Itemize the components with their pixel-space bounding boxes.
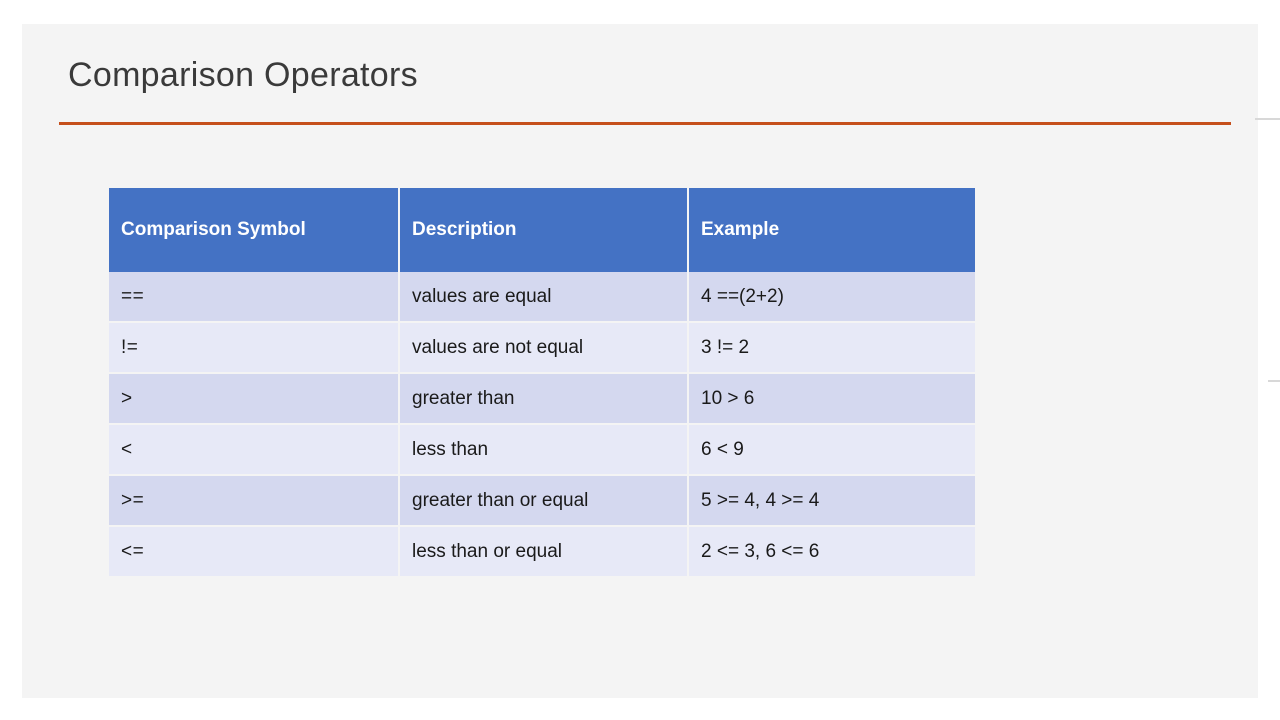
cell-symbol: <= xyxy=(109,526,399,576)
cell-symbol: > xyxy=(109,373,399,424)
right-edge-marker-middle xyxy=(1268,380,1280,382)
comparison-operators-table xyxy=(109,188,975,576)
cell-description: less than or equal xyxy=(399,526,688,576)
cell-symbol: != xyxy=(109,322,399,373)
table-row xyxy=(109,373,975,424)
table-body xyxy=(109,272,975,576)
table-row xyxy=(109,322,975,373)
cell-example: 6 < 9 xyxy=(688,424,975,475)
column-header-example: Example xyxy=(688,188,975,272)
table-header-row xyxy=(109,188,975,272)
table-row xyxy=(109,475,975,526)
comparison-operators-table-container xyxy=(109,188,975,576)
cell-example: 10 > 6 xyxy=(688,373,975,424)
cell-description: less than xyxy=(399,424,688,475)
cell-example: 3 != 2 xyxy=(688,322,975,373)
cell-description: values are not equal xyxy=(399,322,688,373)
title-underline-rule xyxy=(59,122,1231,125)
cell-example: 4 ==(2+2) xyxy=(688,272,975,322)
table-row xyxy=(109,526,975,576)
cell-symbol: == xyxy=(109,272,399,322)
cell-description: greater than xyxy=(399,373,688,424)
column-header-description: Description xyxy=(399,188,688,272)
page-title: Comparison Operators xyxy=(68,56,418,94)
cell-symbol: >= xyxy=(109,475,399,526)
cell-symbol: < xyxy=(109,424,399,475)
cell-example: 5 >= 4, 4 >= 4 xyxy=(688,475,975,526)
column-header-symbol: Comparison Symbol xyxy=(109,188,399,272)
cell-description: greater than or equal xyxy=(399,475,688,526)
cell-example: 2 <= 3, 6 <= 6 xyxy=(688,526,975,576)
cell-description: values are equal xyxy=(399,272,688,322)
slide-canvas xyxy=(22,24,1258,698)
table-row xyxy=(109,272,975,322)
right-edge-marker-top xyxy=(1255,118,1280,120)
table-row xyxy=(109,424,975,475)
table-header xyxy=(109,188,975,272)
